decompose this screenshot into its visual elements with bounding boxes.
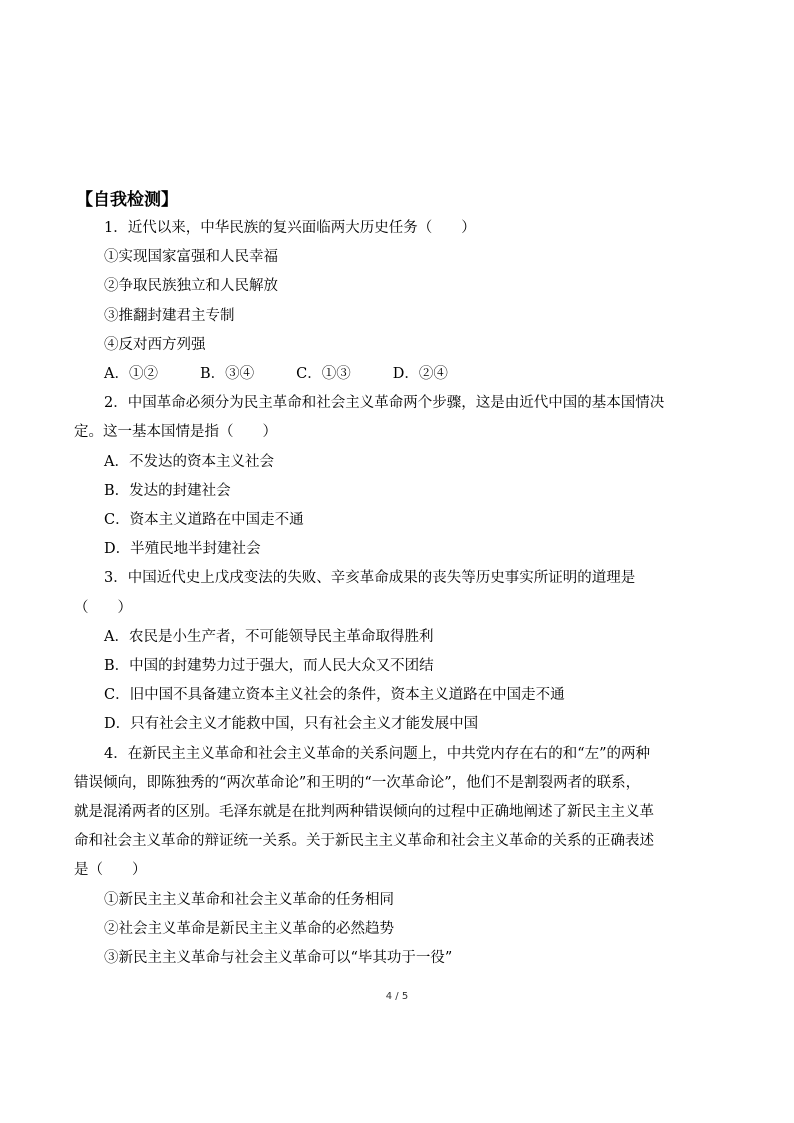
question-2-option-a: A．不发达的资本主义社会 bbox=[104, 453, 274, 470]
question-3-option-b: B．中国的封建势力过于强大，而人民大众又不团结 bbox=[104, 658, 434, 675]
question-3-stem-line-2: （ ） bbox=[74, 599, 132, 616]
question-4-stem-line-5: 是（ ） bbox=[74, 862, 147, 879]
document-body bbox=[74, 186, 724, 973]
question-3-stem-line-1: 3．中国近代史上戊戌变法的失败、辛亥革命成果的丧失等历史事实所证明的道理是 bbox=[104, 570, 636, 587]
question-4-stem-line-1: 4．在新民主主义革命和社会主义革命的关系问题上，中共党内存在右的和“左”的两种 bbox=[104, 745, 651, 762]
question-3-option-d: D．只有社会主义才能救中国，只有社会主义才能发展中国 bbox=[104, 716, 479, 733]
question-2-option-d: D．半殖民地半封建社会 bbox=[104, 541, 261, 558]
question-3-option-c: C．旧中国不具备建立资本主义社会的条件，资本主义道路在中国走不通 bbox=[104, 687, 565, 704]
question-1-stem: 1．近代以来，中华民族的复兴面临两大历史任务（ ） bbox=[104, 220, 476, 236]
question-1-item-4: ④反对西方列强 bbox=[104, 336, 206, 353]
question-4-stem-line-3: 就是混淆两者的区别。毛泽东就是在批判两种错误倾向的过程中正确地阐述了新民主主义革 bbox=[74, 804, 654, 821]
question-2-stem-line-1: 2．中国革命必须分为民主革命和社会主义革命两个步骤，这是由近代中国的基本国情决 bbox=[104, 395, 665, 412]
question-4-stem-line-2: 错误倾向，即陈独秀的“两次革命论”和王明的“一次革命论”，他们不是割裂两者的联系， bbox=[74, 774, 641, 791]
question-4-item-3: ③新民主主义革命与社会主义革命可以“毕其功于一役” bbox=[104, 950, 453, 967]
question-1-option-c: C．①③ bbox=[296, 366, 351, 383]
question-2-option-b: B．发达的封建社会 bbox=[104, 482, 231, 499]
question-3-option-a: A．农民是小生产者，不可能领导民主革命取得胜利 bbox=[104, 628, 434, 645]
question-1-item-3: ③推翻封建君主专制 bbox=[104, 307, 235, 324]
question-1-option-b: B．③④ bbox=[199, 366, 255, 383]
question-1-item-1: ①实现国家富强和人民幸福 bbox=[104, 249, 278, 266]
question-1-option-a: A．①② bbox=[104, 366, 158, 383]
question-1-item-2: ②争取民族独立和人民解放 bbox=[104, 278, 278, 295]
question-1-option-d: D．②④ bbox=[392, 366, 448, 383]
question-4-stem-line-4: 命和社会主义革命的辩证统一关系。关于新民主主义革命和社会主义革命的关系的正确表述 bbox=[74, 833, 654, 850]
section-title: 【自我检测】 bbox=[76, 190, 178, 210]
question-2-option-c: C．资本主义道路在中国走不通 bbox=[104, 512, 304, 529]
question-4-item-1: ①新民主主义革命和社会主义革命的任务相同 bbox=[104, 891, 394, 908]
question-4-item-2: ②社会主义革命是新民主主义革命的必然趋势 bbox=[104, 920, 394, 937]
question-2-stem-line-2: 定。这一基本国情是指（ ） bbox=[74, 424, 277, 441]
question-1-options bbox=[74, 360, 724, 389]
page-number: 4 / 5 bbox=[385, 991, 409, 1002]
